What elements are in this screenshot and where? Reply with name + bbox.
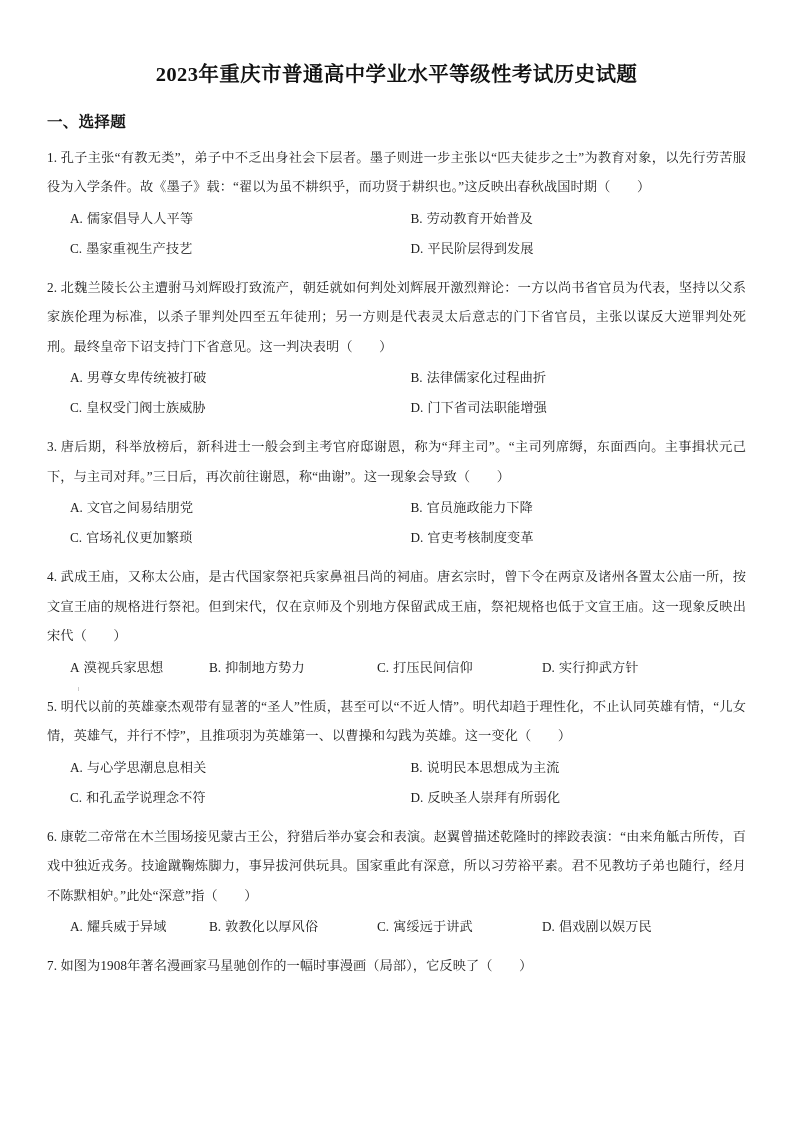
option-label: D. bbox=[542, 919, 555, 935]
option-c[interactable] bbox=[377, 912, 542, 942]
option-label: A. bbox=[70, 500, 83, 516]
option-label: B. bbox=[410, 210, 423, 226]
option-text: 抑制地方势力 bbox=[225, 659, 305, 675]
question-block bbox=[47, 692, 746, 813]
option-text: 儒家倡导人人平等 bbox=[86, 210, 194, 226]
option-row bbox=[47, 493, 746, 523]
question-stem: 7. 如图为1908年著名漫画家马星驰创作的一幅时事漫画（局部），它反映了（ ） bbox=[47, 958, 533, 974]
question-stem: 2. 北魏兰陵长公主遭驸马刘辉殴打致流产，朝廷就如何判处刘辉展开激烈辩论：一方以尚书省官员为代表，坚持以父系家族伦理为标准，以杀子罪判处四至五年徒刑；另一方则是代表灵太后意志的门下省官员，主张以谋反大逆罪判处死刑。最终皇帝下诏支持门下省意见。这一判决表明（ ） bbox=[47, 279, 746, 354]
question-block bbox=[47, 273, 746, 424]
option-text: 男尊女卑传统被打破 bbox=[86, 370, 207, 386]
option-d[interactable] bbox=[542, 653, 702, 683]
option-text: 官场礼仪更加繁琐 bbox=[86, 530, 193, 546]
option-c[interactable] bbox=[47, 523, 397, 553]
option-a[interactable] bbox=[47, 753, 397, 783]
option-text: 劳动教育开始普及 bbox=[426, 210, 533, 226]
option-label: A. bbox=[70, 759, 83, 775]
option-row bbox=[47, 204, 746, 234]
question-stem: 1. 孔子主张“有教无类”，弟子中不乏出身社会下层者。墨子则进一步主张以“匹夫徒步之士”为教育对象，以先行劳苦服役为入学条件。故《墨子》载：“翟以为虽不耕织乎，而功贤于耕织也。”这反映出春秋战国时期（ ） bbox=[47, 149, 746, 195]
question-stem: 4. 武成王庙，又称太公庙，是古代国家祭祀兵家鼻祖吕尚的祠庙。唐玄宗时，曾下令在两京及诸州各置太公庙一所，按文宣王庙的规格进行祭祀。但到宋代，仅在京师及个别地方保留武成王庙，祭祀规格也低于文宣王庙。这一现象反映出宋代（ ） bbox=[47, 569, 746, 644]
option-label: C. bbox=[70, 240, 83, 256]
option-group bbox=[47, 653, 746, 683]
option-c[interactable] bbox=[47, 783, 397, 813]
option-label: D. bbox=[410, 530, 424, 546]
question-stem: 6. 康乾二帝常在木兰围场接见蒙古王公，狩猎后举办宴会和表演。赵翼曾描述乾隆时的摔跤表演：“由来角觝古所传，百戏中独近戎务。技逾蹴鞠炼脚力，事异拔河供玩具。国家重此有深意，所以习劳裕平素。君不见教坊子弟也随行，经月不陈默相妒。”此处“深意”指（ ） bbox=[47, 828, 746, 903]
option-d[interactable] bbox=[397, 393, 747, 423]
option-a[interactable] bbox=[47, 653, 209, 683]
option-b[interactable] bbox=[397, 753, 747, 783]
option-c[interactable] bbox=[377, 653, 542, 683]
option-text: 打压民间信仰 bbox=[393, 659, 473, 675]
option-group bbox=[47, 363, 746, 423]
option-text: 敦教化以厚风俗 bbox=[225, 919, 319, 935]
option-label: D. bbox=[410, 240, 424, 256]
option-label: C. bbox=[377, 659, 390, 675]
option-group bbox=[47, 493, 746, 553]
option-row bbox=[47, 753, 746, 783]
option-text: 墨家重视生产技艺 bbox=[86, 240, 193, 256]
option-b[interactable] bbox=[397, 493, 747, 523]
option-text: 漠视兵家思想 bbox=[83, 659, 164, 675]
question-block bbox=[47, 432, 746, 553]
option-row bbox=[47, 393, 746, 423]
option-text: 说明民本思想成为主流 bbox=[426, 759, 560, 775]
option-c[interactable] bbox=[47, 393, 397, 423]
option-label: C. bbox=[70, 400, 83, 416]
page-title: 2023年重庆市普通高中学业水平等级性考试历史试题 bbox=[155, 64, 638, 86]
option-a[interactable] bbox=[47, 363, 397, 393]
option-label: D. bbox=[542, 659, 555, 675]
section-heading-multiple-choice: 一、选择题 bbox=[47, 113, 127, 131]
question-block bbox=[47, 951, 746, 981]
option-a[interactable] bbox=[47, 912, 209, 942]
option-b[interactable] bbox=[397, 363, 747, 393]
option-label: A. bbox=[70, 919, 83, 935]
option-d[interactable] bbox=[542, 912, 702, 942]
question-block bbox=[47, 822, 746, 943]
option-label: D. bbox=[410, 789, 424, 805]
option-text: 实行抑武方针 bbox=[558, 659, 639, 675]
option-d[interactable] bbox=[397, 783, 747, 813]
option-text: 平民阶层得到发展 bbox=[427, 240, 534, 256]
option-text: 门下省司法职能增强 bbox=[427, 400, 547, 416]
question-block bbox=[47, 143, 746, 264]
option-d[interactable] bbox=[397, 234, 747, 264]
scan-artifact-mark bbox=[78, 687, 79, 691]
option-label: B. bbox=[410, 500, 423, 516]
option-label: B. bbox=[209, 919, 222, 935]
option-a[interactable] bbox=[47, 204, 397, 234]
option-b[interactable] bbox=[397, 204, 747, 234]
option-row bbox=[47, 653, 746, 683]
option-label: C. bbox=[377, 919, 390, 935]
option-d[interactable] bbox=[397, 523, 747, 553]
option-row bbox=[47, 523, 746, 553]
option-label: C. bbox=[70, 789, 83, 805]
option-text: 皇权受门阀士族威胁 bbox=[86, 400, 206, 416]
option-label: A. bbox=[70, 210, 83, 226]
option-label: B. bbox=[410, 759, 423, 775]
option-a[interactable] bbox=[47, 493, 397, 523]
question-block bbox=[47, 562, 746, 683]
question-stem: 3. 唐后期，科举放榜后，新科进士一般会到主考官府邸谢恩，称为“拜主司”。“主司列席缛，东面西向。主事揖状元己下，与主司对拜。”三日后，再次前往谢恩，称“曲谢”。这一现象会导致（ ） bbox=[47, 439, 746, 484]
option-group bbox=[47, 753, 746, 813]
option-text: 官员施政能力下降 bbox=[426, 500, 533, 516]
option-text: 耀兵威于异域 bbox=[86, 919, 167, 935]
option-text: 法律儒家化过程曲折 bbox=[426, 370, 547, 386]
option-text: 寓绥远于讲武 bbox=[393, 919, 473, 935]
option-text: 文官之间易结朋党 bbox=[86, 500, 194, 516]
option-text: 与心学思潮息息相关 bbox=[86, 759, 207, 775]
option-group bbox=[47, 204, 746, 264]
option-row bbox=[47, 912, 746, 942]
option-group bbox=[47, 912, 746, 942]
questions-list bbox=[47, 143, 746, 981]
option-row bbox=[47, 363, 746, 393]
option-label: C. bbox=[70, 530, 83, 546]
option-label: B. bbox=[209, 659, 222, 675]
option-row bbox=[47, 234, 746, 264]
option-label: A. bbox=[70, 370, 83, 386]
option-label: D. bbox=[410, 400, 424, 416]
option-text: 官吏考核制度变革 bbox=[427, 530, 534, 546]
option-text: 倡戏剧以娱万民 bbox=[558, 919, 652, 935]
option-text: 反映圣人崇拜有所弱化 bbox=[427, 789, 561, 805]
option-b[interactable] bbox=[209, 912, 377, 942]
option-c[interactable] bbox=[47, 234, 397, 264]
option-text: 和孔孟学说理念不符 bbox=[86, 789, 206, 805]
option-b[interactable] bbox=[209, 653, 377, 683]
option-row bbox=[47, 783, 746, 813]
option-label: B. bbox=[410, 370, 423, 386]
option-label: A bbox=[70, 659, 80, 675]
question-stem: 5. 明代以前的英雄豪杰观带有显著的“圣人”性质，甚至可以“不近人情”。明代却趋于理性化，不止认同英雄有情，“儿女情，英雄气，并行不悖”，且推项羽为英雄第一、以曹操和勾践为英雄。这一变化（ ） bbox=[47, 698, 746, 744]
